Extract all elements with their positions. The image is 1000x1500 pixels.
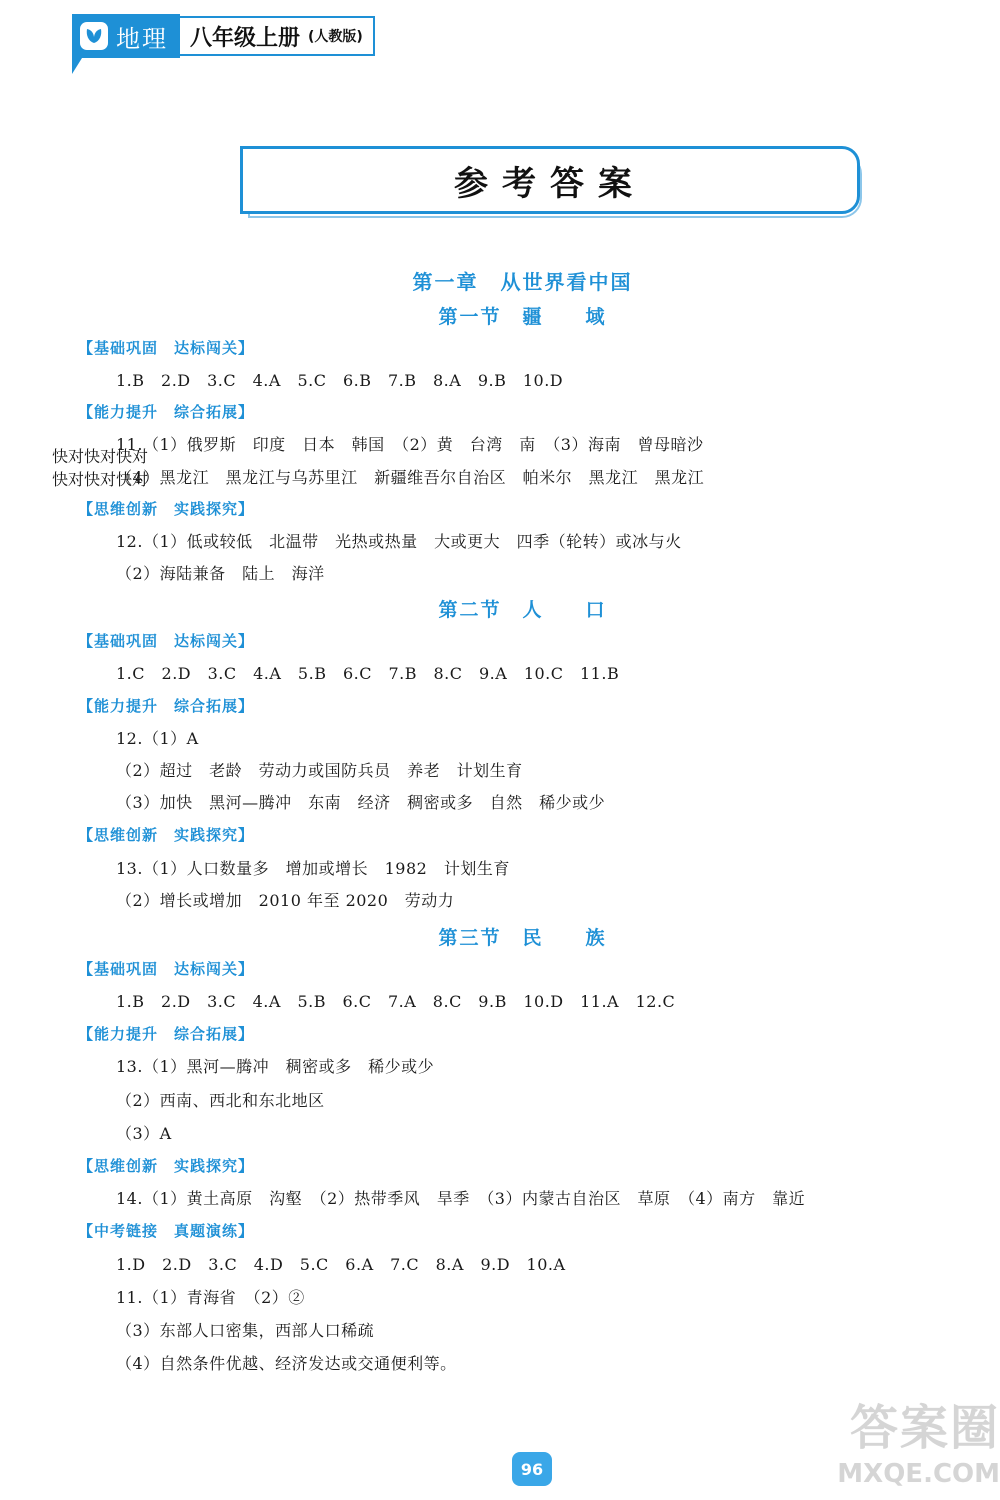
subject-name: 地理 xyxy=(116,24,168,53)
section-tag: 【基础巩固 达标闯关】 xyxy=(78,960,255,978)
chapter-heading: 第一章 从世界看中国 xyxy=(412,270,633,294)
subject-badge xyxy=(72,14,375,58)
answer-line: （4）自然条件优越、经济发达或交通便利等。 xyxy=(116,1354,457,1373)
watermark-url: MXQE.COM xyxy=(837,1459,1000,1489)
page-number: 96 xyxy=(512,1452,552,1486)
section-tag: 【中考链接 真题演练】 xyxy=(78,1222,255,1240)
leaf-icon xyxy=(80,22,108,50)
section-tag: 【能力提升 综合拓展】 xyxy=(78,403,255,421)
section-tag: 【基础巩固 达标闯关】 xyxy=(78,632,255,650)
watermark xyxy=(790,1400,1000,1500)
overlay-text: 快对快对快对 xyxy=(52,447,149,466)
answer-line: 1.C 2.D 3.C 4.A 5.B 6.C 7.B 8.C 9.A 10.C 11.B xyxy=(116,664,620,683)
page-title: 参考答案 xyxy=(454,163,646,204)
answer-line: （2）西南、西北和东北地区 xyxy=(116,1091,325,1110)
answer-line: 1.B 2.D 3.C 4.A 5.C 6.B 7.B 8.A 9.B 10.D xyxy=(116,371,564,390)
section-tag: 【能力提升 综合拓展】 xyxy=(78,697,255,715)
edition-label: (人教版) xyxy=(308,29,363,45)
answer-line: 12.（1）低或较低 北温带 光热或热量 大或更大 四季（轮转）或冰与火 xyxy=(116,532,682,551)
section-heading-2: 第二节 人 口 xyxy=(438,599,607,621)
answer-line: 13.（1）黑河—腾冲 稠密或多 稀少或少 xyxy=(116,1057,435,1076)
overlay-text: 快对快对快对 xyxy=(52,470,149,489)
answer-line: 13.（1）人口数量多 增加或增长 1982 计划生育 xyxy=(116,859,510,878)
section-heading-1: 第一节 疆 域 xyxy=(438,306,607,328)
subject-label-block xyxy=(72,14,180,58)
answer-line: （3）A xyxy=(116,1124,172,1143)
answer-line: 1.B 2.D 3.C 4.A 5.B 6.C 7.A 8.C 9.B 10.D 11.A 12.C xyxy=(116,992,676,1011)
answer-line: （3）加快 黑河—腾冲 东南 经济 稠密或多 自然 稀少或少 xyxy=(116,793,606,812)
badge-tail-decoration xyxy=(72,58,82,74)
answer-line: 14.（1）黄土高原 沟壑 （2）热带季风 旱季 （3）内蒙古自治区 草原 （4）南方 靠近 xyxy=(116,1189,806,1208)
section-tag: 【思维创新 实践探究】 xyxy=(78,1157,255,1175)
answer-line: （2）海陆兼备 陆上 海洋 xyxy=(116,564,325,583)
answer-line: 1.D 2.D 3.C 4.D 5.C 6.A 7.C 8.A 9.D 10.A xyxy=(116,1255,566,1274)
section-heading-3: 第三节 民 族 xyxy=(438,927,607,949)
answer-line: 11.（1）俄罗斯 印度 日本 韩国 （2）黄 台湾 南 （3）海南 曾母暗沙 xyxy=(116,435,704,454)
section-tag: 【能力提升 综合拓展】 xyxy=(78,1025,255,1043)
section-tag: 【基础巩固 达标闯关】 xyxy=(78,339,255,357)
grade-label: 八年级上册 xyxy=(190,25,301,51)
grade-label-block xyxy=(180,16,375,56)
watermark-logo-text: 答案圈 xyxy=(849,1400,1000,1456)
answer-line: 12.（1）A xyxy=(116,729,199,748)
answer-line: （2）超过 老龄 劳动力或国防兵员 养老 计划生育 xyxy=(116,761,523,780)
answer-line: （3）东部人口密集，西部人口稀疏 xyxy=(116,1321,375,1340)
answer-line: （4）黑龙江 黑龙江与乌苏里江 新疆维吾尔自治区 帕米尔 黑龙江 黑龙江 xyxy=(116,468,705,487)
section-tag: 【思维创新 实践探究】 xyxy=(78,500,255,518)
answer-line: （2）增长或增加 2010 年至 2020 劳动力 xyxy=(116,891,455,910)
title-box xyxy=(240,146,860,214)
answer-line: 11.（1）青海省 （2）② xyxy=(116,1288,305,1307)
section-tag: 【思维创新 实践探究】 xyxy=(78,826,255,844)
